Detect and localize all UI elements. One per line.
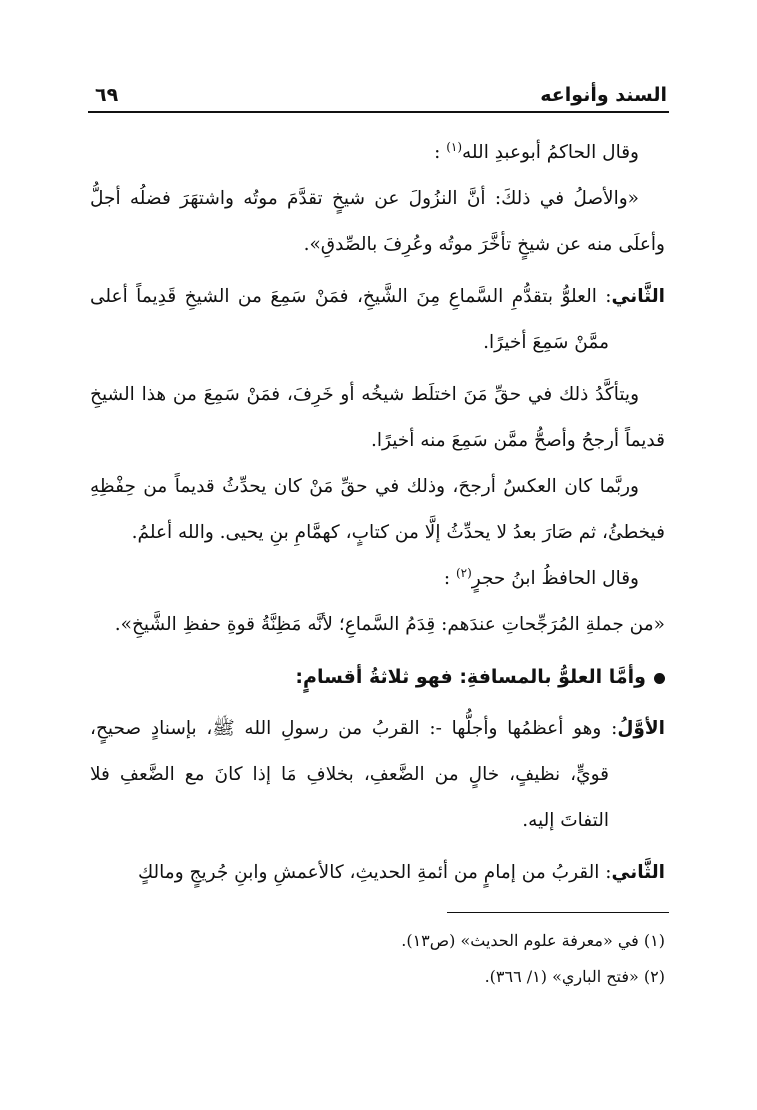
paragraph-second-type — [90, 274, 665, 366]
page-header — [95, 70, 667, 106]
footnote-1: (١) في «معرفة علوم الحديث» (ص١٣). — [401, 931, 665, 950]
paragraph-hakim-quote: «والأصلُ في ذلكَ: أنَّ النزُولَ عن شيخٍ تقدَّمَ موتُه واشتهَرَ فضلُه أجلُّ وأعلَى منه عن شيخٍ تأخَّرَ موتُه وعُرِفَ بالصِّدقِ». — [90, 188, 665, 255]
footnote-marker-1: (١) — [446, 139, 463, 154]
second-label: الثَّاني — [611, 286, 665, 307]
body-text — [90, 130, 665, 896]
paragraph-reverse: وربَّما كان العكسُ أرجحَ، وذلك في حقِّ مَنْ كان يحدِّثُ قديماً من حِفْظِهِ فيخطئُ، ثم صَارَ بعدُ لا يحدِّثُ إلَّا من كتابٍ، كهمَّامِ بنِ يحيى. والله أعلمُ. — [90, 476, 665, 543]
paragraph-first-part — [90, 706, 665, 844]
footnote-rule — [447, 912, 669, 913]
ibn-hajar-intro-text: وقال الحافظُ ابنُ حجرٍ — [471, 568, 639, 589]
footnote-2: (٢) «فتح الباري» (١/ ٣٦٦). — [484, 967, 665, 986]
paragraph-ibn-hajar-intro — [90, 556, 665, 602]
ibn-hajar-intro-colon: : — [443, 568, 456, 589]
heading-three-parts: فهو ثلاثةُ أقسامٍ: — [295, 666, 460, 688]
second-part-label: الثَّاني — [611, 862, 665, 883]
first-part-text: : وهو أعظمُها وأجلُّها -: القربُ من رسولِ الله ﷺ، بإسنادٍ صحيحٍ، قويٍّ، نظيفٍ، خالٍ من الضَّعفِ، بخلافِ مَا إذا كانَ مع الضَّعفِ فلا التفاتَ إليه. — [90, 718, 618, 831]
second-type-text: : العلوُّ بتقدُّمِ السَّماعِ مِنَ الشَّيخِ، فمَنْ سَمِعَ من الشيخِ قَدِيماً أعلى ممَّنْ سَمِعَ أخيرًا. — [90, 286, 612, 353]
bullet-icon — [654, 673, 665, 684]
heading-distance: وأمَّا العلوُّ بالمسافةِ: — [459, 666, 646, 688]
section-heading — [90, 654, 665, 700]
paragraph-confusion: ويتأكَّدُ ذلك في حقِّ مَنَ اختلَط شيخُه أو خَرِفَ، فمَنْ سَمِعَ من هذا الشيخِ قديماً أرجحُ وأصحُّ ممَّن سَمِعَ منه أخيرًا. — [90, 384, 665, 451]
header-rule — [88, 111, 669, 113]
paragraph-ibn-hajar-quote: «من جملةِ المُرَجِّحاتِ عندَهم: قِدَمُ السَّماعِ؛ لأنَّه مَظِنَّةُ قوةِ حفظِ الشَّيخِ». — [114, 614, 665, 635]
first-label: الأوَّلُ — [617, 718, 665, 739]
paragraph-second-part — [90, 850, 665, 896]
footnote-marker-2: (٢) — [455, 565, 472, 580]
hakim-intro-text: وقال الحاكمُ أبوعبدِ الله — [462, 142, 639, 163]
running-title: السند وأنواعه — [540, 84, 667, 106]
second-part-text: : القربُ من إمامٍ من أئمةِ الحديثِ، كالأعمشِ وابنِ جُريجٍ ومالكٍ — [137, 862, 612, 883]
footnotes — [160, 923, 665, 995]
hakim-intro-colon: : — [434, 142, 447, 163]
page-number: ٦٩ — [95, 84, 119, 106]
paragraph-hakim-intro — [90, 130, 665, 176]
